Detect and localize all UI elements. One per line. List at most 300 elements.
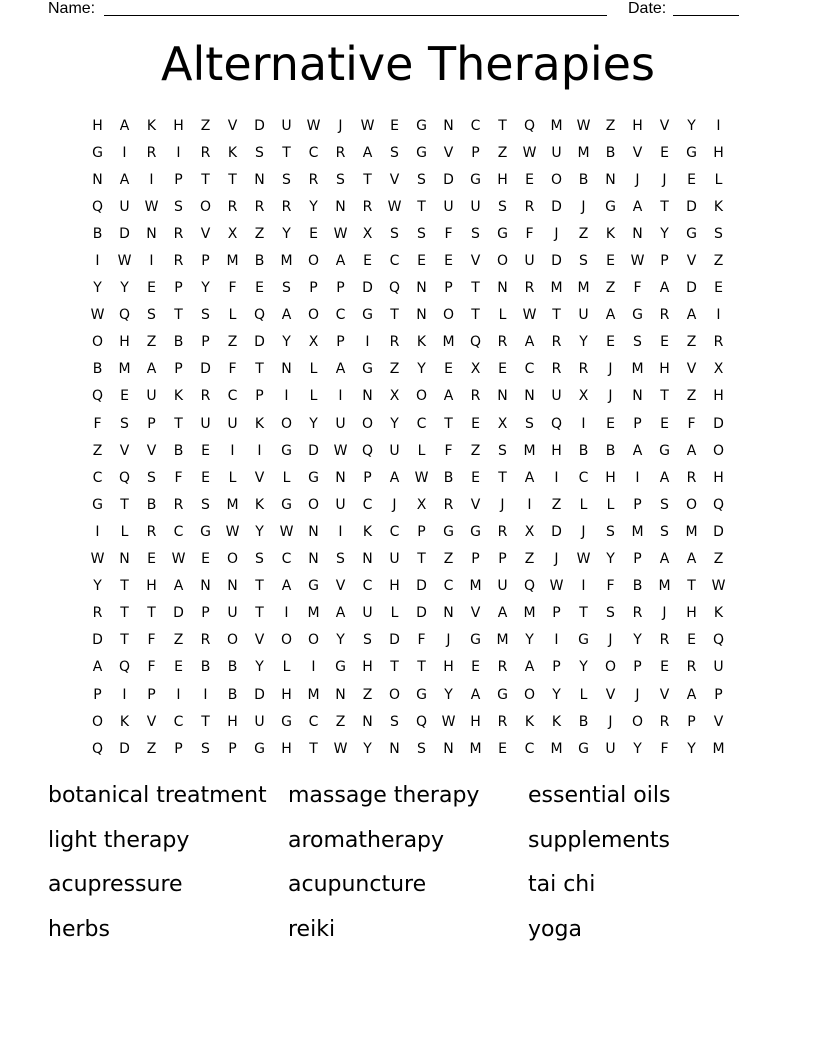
- grid-letter[interactable]: T: [120, 632, 129, 649]
- grid-letter[interactable]: H: [713, 144, 724, 161]
- grid-letter[interactable]: Y: [336, 632, 345, 649]
- grid-letter[interactable]: V: [146, 713, 157, 730]
- grid-letter[interactable]: U: [389, 442, 400, 459]
- grid-letter[interactable]: Q: [388, 280, 401, 297]
- grid-letter[interactable]: S: [390, 144, 399, 161]
- grid-letter[interactable]: G: [416, 117, 427, 134]
- grid-letter[interactable]: Y: [417, 361, 426, 378]
- grid-letter[interactable]: V: [686, 253, 697, 270]
- grid-letter[interactable]: O: [685, 496, 698, 513]
- grid-letter[interactable]: S: [201, 496, 210, 513]
- grid-letter[interactable]: D: [416, 605, 427, 622]
- grid-letter[interactable]: V: [389, 171, 400, 188]
- grid-letter[interactable]: I: [716, 117, 721, 134]
- grid-letter[interactable]: D: [551, 253, 562, 270]
- grid-letter[interactable]: E: [444, 361, 453, 378]
- grid-letter[interactable]: G: [470, 171, 481, 188]
- grid-letter[interactable]: S: [498, 442, 507, 459]
- grid-letter[interactable]: W: [522, 144, 537, 161]
- grid-letter[interactable]: S: [633, 334, 642, 351]
- grid-letter[interactable]: R: [389, 334, 400, 351]
- grid-letter[interactable]: R: [524, 280, 535, 297]
- grid-letter[interactable]: S: [282, 280, 291, 297]
- grid-letter[interactable]: P: [174, 280, 183, 297]
- grid-letter[interactable]: P: [498, 551, 507, 568]
- grid-letter[interactable]: H: [362, 659, 373, 676]
- grid-letter[interactable]: E: [660, 659, 669, 676]
- grid-letter[interactable]: Q: [91, 388, 104, 405]
- grid-letter[interactable]: A: [281, 578, 292, 595]
- grid-letter[interactable]: G: [92, 496, 103, 513]
- grid-letter[interactable]: V: [254, 632, 265, 649]
- grid-letter[interactable]: C: [227, 388, 238, 405]
- grid-letter[interactable]: V: [470, 605, 481, 622]
- grid-letter[interactable]: R: [146, 523, 157, 540]
- grid-letter[interactable]: F: [444, 225, 453, 242]
- grid-letter[interactable]: E: [498, 740, 507, 757]
- grid-letter[interactable]: T: [228, 171, 237, 188]
- grid-letter[interactable]: E: [660, 144, 669, 161]
- grid-letter[interactable]: A: [686, 686, 697, 703]
- grid-letter[interactable]: H: [686, 605, 697, 622]
- grid-letter[interactable]: G: [308, 469, 319, 486]
- grid-letter[interactable]: Y: [120, 280, 129, 297]
- grid-letter[interactable]: F: [687, 415, 696, 432]
- grid-letter[interactable]: Z: [227, 334, 238, 351]
- grid-letter[interactable]: D: [254, 686, 265, 703]
- grid-letter[interactable]: V: [713, 713, 724, 730]
- grid-letter[interactable]: R: [551, 361, 562, 378]
- grid-letter[interactable]: L: [282, 469, 291, 486]
- grid-letter[interactable]: D: [686, 280, 697, 297]
- grid-letter[interactable]: D: [713, 415, 724, 432]
- grid-letter[interactable]: Z: [92, 442, 103, 459]
- grid-letter[interactable]: G: [470, 632, 481, 649]
- grid-letter[interactable]: F: [228, 361, 237, 378]
- grid-letter[interactable]: R: [497, 334, 508, 351]
- grid-letter[interactable]: K: [524, 713, 535, 730]
- grid-letter[interactable]: F: [147, 632, 156, 649]
- grid-letter[interactable]: A: [524, 334, 535, 351]
- grid-letter[interactable]: N: [308, 523, 319, 540]
- grid-letter[interactable]: C: [578, 469, 589, 486]
- grid-letter[interactable]: E: [363, 253, 372, 270]
- grid-letter[interactable]: P: [363, 469, 372, 486]
- grid-letter[interactable]: R: [146, 144, 157, 161]
- grid-letter[interactable]: R: [524, 198, 535, 215]
- grid-letter[interactable]: S: [147, 307, 156, 324]
- grid-letter[interactable]: G: [470, 523, 481, 540]
- grid-letter[interactable]: I: [635, 469, 640, 486]
- grid-letter[interactable]: A: [119, 171, 130, 188]
- grid-letter[interactable]: P: [147, 415, 156, 432]
- grid-letter[interactable]: G: [686, 225, 697, 242]
- grid-letter[interactable]: J: [608, 632, 613, 649]
- grid-letter[interactable]: R: [92, 605, 103, 622]
- grid-letter[interactable]: X: [389, 388, 400, 405]
- grid-letter[interactable]: P: [444, 280, 453, 297]
- grid-letter[interactable]: S: [714, 225, 723, 242]
- grid-letter[interactable]: S: [417, 225, 426, 242]
- grid-letter[interactable]: L: [282, 659, 291, 676]
- grid-letter[interactable]: A: [470, 686, 481, 703]
- grid-letter[interactable]: Q: [415, 713, 428, 730]
- grid-letter[interactable]: S: [336, 171, 345, 188]
- grid-letter[interactable]: B: [578, 442, 589, 459]
- grid-letter[interactable]: E: [147, 551, 156, 568]
- grid-letter[interactable]: H: [281, 686, 292, 703]
- grid-letter[interactable]: I: [554, 632, 559, 649]
- grid-letter[interactable]: L: [228, 469, 237, 486]
- grid-letter[interactable]: I: [365, 334, 370, 351]
- grid-letter[interactable]: P: [417, 523, 426, 540]
- grid-letter[interactable]: E: [471, 659, 480, 676]
- grid-letter[interactable]: B: [443, 469, 454, 486]
- grid-letter[interactable]: M: [280, 253, 293, 270]
- grid-letter[interactable]: T: [309, 740, 318, 757]
- grid-letter[interactable]: D: [119, 740, 130, 757]
- grid-letter[interactable]: O: [550, 171, 563, 188]
- grid-letter[interactable]: U: [389, 551, 400, 568]
- grid-letter[interactable]: P: [201, 605, 210, 622]
- grid-letter[interactable]: D: [416, 578, 427, 595]
- grid-letter[interactable]: T: [174, 415, 183, 432]
- grid-letter[interactable]: A: [524, 659, 535, 676]
- grid-letter[interactable]: W: [279, 523, 294, 540]
- grid-letter[interactable]: Y: [579, 659, 588, 676]
- grid-letter[interactable]: K: [146, 117, 157, 134]
- grid-letter[interactable]: E: [471, 469, 480, 486]
- grid-letter[interactable]: X: [713, 361, 724, 378]
- grid-letter[interactable]: U: [524, 253, 535, 270]
- grid-letter[interactable]: S: [363, 632, 372, 649]
- grid-letter[interactable]: B: [227, 686, 238, 703]
- grid-letter[interactable]: N: [497, 388, 508, 405]
- grid-letter[interactable]: T: [120, 496, 129, 513]
- grid-letter[interactable]: A: [632, 198, 643, 215]
- grid-letter[interactable]: C: [524, 740, 535, 757]
- grid-letter[interactable]: Z: [146, 740, 157, 757]
- grid-letter[interactable]: O: [226, 551, 239, 568]
- grid-letter[interactable]: D: [254, 117, 265, 134]
- grid-letter[interactable]: G: [281, 442, 292, 459]
- grid-letter[interactable]: Y: [687, 117, 696, 134]
- grid-letter[interactable]: U: [335, 415, 346, 432]
- grid-letter[interactable]: A: [119, 117, 130, 134]
- grid-letter[interactable]: H: [659, 361, 670, 378]
- grid-letter[interactable]: P: [147, 686, 156, 703]
- grid-letter[interactable]: D: [362, 280, 373, 297]
- grid-letter[interactable]: W: [549, 578, 564, 595]
- grid-letter[interactable]: Y: [255, 659, 264, 676]
- grid-letter[interactable]: Y: [309, 415, 318, 432]
- grid-letter[interactable]: E: [417, 253, 426, 270]
- grid-letter[interactable]: C: [173, 523, 184, 540]
- grid-letter[interactable]: R: [659, 307, 670, 324]
- grid-letter[interactable]: Z: [686, 334, 697, 351]
- grid-letter[interactable]: G: [362, 361, 373, 378]
- grid-letter[interactable]: N: [362, 388, 373, 405]
- grid-letter[interactable]: S: [606, 605, 615, 622]
- grid-letter[interactable]: P: [174, 361, 183, 378]
- grid-letter[interactable]: B: [173, 442, 184, 459]
- grid-letter[interactable]: I: [230, 442, 235, 459]
- grid-letter[interactable]: I: [149, 171, 154, 188]
- grid-letter[interactable]: L: [309, 361, 318, 378]
- grid-letter[interactable]: E: [201, 469, 210, 486]
- grid-letter[interactable]: Y: [525, 632, 534, 649]
- grid-letter[interactable]: N: [92, 171, 103, 188]
- grid-letter[interactable]: O: [361, 415, 374, 432]
- grid-letter[interactable]: S: [525, 415, 534, 432]
- grid-letter[interactable]: M: [658, 578, 671, 595]
- grid-letter[interactable]: R: [362, 198, 373, 215]
- grid-letter[interactable]: S: [120, 415, 129, 432]
- grid-letter[interactable]: E: [660, 415, 669, 432]
- grid-letter[interactable]: S: [201, 740, 210, 757]
- grid-letter[interactable]: B: [578, 713, 589, 730]
- grid-letter[interactable]: A: [686, 442, 697, 459]
- grid-letter[interactable]: N: [443, 605, 454, 622]
- grid-letter[interactable]: I: [95, 253, 100, 270]
- grid-letter[interactable]: U: [146, 388, 157, 405]
- grid-letter[interactable]: S: [390, 225, 399, 242]
- grid-letter[interactable]: J: [662, 605, 667, 622]
- grid-letter[interactable]: P: [471, 144, 480, 161]
- grid-letter[interactable]: E: [606, 253, 615, 270]
- grid-letter[interactable]: X: [416, 496, 427, 513]
- grid-letter[interactable]: P: [201, 334, 210, 351]
- grid-letter[interactable]: F: [93, 415, 102, 432]
- grid-letter[interactable]: D: [200, 361, 211, 378]
- grid-letter[interactable]: W: [333, 442, 348, 459]
- grid-letter[interactable]: K: [416, 334, 427, 351]
- grid-letter[interactable]: V: [443, 144, 454, 161]
- grid-letter[interactable]: T: [498, 469, 507, 486]
- grid-letter[interactable]: J: [446, 632, 451, 649]
- grid-letter[interactable]: Z: [146, 334, 157, 351]
- grid-letter[interactable]: U: [551, 144, 562, 161]
- grid-letter[interactable]: R: [551, 334, 562, 351]
- grid-letter[interactable]: U: [227, 605, 238, 622]
- grid-letter[interactable]: B: [146, 496, 157, 513]
- grid-letter[interactable]: W: [630, 253, 645, 270]
- grid-letter[interactable]: J: [554, 225, 559, 242]
- grid-letter[interactable]: A: [362, 144, 373, 161]
- grid-letter[interactable]: L: [714, 171, 723, 188]
- grid-letter[interactable]: O: [604, 659, 617, 676]
- grid-letter[interactable]: G: [443, 523, 454, 540]
- grid-letter[interactable]: U: [254, 713, 265, 730]
- grid-letter[interactable]: N: [227, 578, 238, 595]
- grid-letter[interactable]: C: [362, 496, 373, 513]
- grid-letter[interactable]: O: [91, 334, 104, 351]
- grid-letter[interactable]: E: [471, 415, 480, 432]
- grid-letter[interactable]: R: [200, 632, 211, 649]
- grid-letter[interactable]: L: [606, 496, 615, 513]
- grid-letter[interactable]: A: [335, 605, 346, 622]
- grid-letter[interactable]: E: [201, 442, 210, 459]
- grid-letter[interactable]: M: [631, 361, 644, 378]
- grid-letter[interactable]: H: [605, 469, 616, 486]
- grid-letter[interactable]: L: [228, 307, 237, 324]
- grid-letter[interactable]: P: [93, 686, 102, 703]
- grid-letter[interactable]: J: [608, 361, 613, 378]
- grid-letter[interactable]: U: [551, 388, 562, 405]
- grid-letter[interactable]: N: [335, 469, 346, 486]
- grid-letter[interactable]: D: [173, 605, 184, 622]
- grid-letter[interactable]: Z: [497, 144, 508, 161]
- grid-letter[interactable]: T: [255, 605, 264, 622]
- grid-letter[interactable]: O: [631, 713, 644, 730]
- grid-letter[interactable]: G: [605, 198, 616, 215]
- grid-letter[interactable]: S: [417, 171, 426, 188]
- grid-letter[interactable]: Y: [606, 551, 615, 568]
- grid-letter[interactable]: M: [577, 280, 590, 297]
- grid-letter[interactable]: W: [171, 551, 186, 568]
- grid-letter[interactable]: P: [633, 659, 642, 676]
- grid-letter[interactable]: D: [119, 225, 130, 242]
- grid-letter[interactable]: A: [659, 280, 670, 297]
- grid-letter[interactable]: E: [687, 632, 696, 649]
- grid-letter[interactable]: C: [308, 713, 319, 730]
- grid-letter[interactable]: K: [254, 415, 265, 432]
- grid-letter[interactable]: K: [227, 144, 238, 161]
- grid-letter[interactable]: E: [606, 334, 615, 351]
- grid-letter[interactable]: C: [389, 253, 400, 270]
- grid-letter[interactable]: I: [176, 686, 181, 703]
- grid-letter[interactable]: W: [117, 253, 132, 270]
- grid-letter[interactable]: O: [226, 632, 239, 649]
- grid-letter[interactable]: Z: [524, 551, 535, 568]
- grid-letter[interactable]: O: [307, 307, 320, 324]
- grid-letter[interactable]: P: [633, 496, 642, 513]
- grid-letter[interactable]: K: [362, 523, 373, 540]
- grid-letter[interactable]: F: [660, 740, 669, 757]
- grid-letter[interactable]: E: [174, 659, 183, 676]
- grid-letter[interactable]: Z: [335, 713, 346, 730]
- grid-letter[interactable]: E: [309, 225, 318, 242]
- grid-letter[interactable]: M: [442, 334, 455, 351]
- grid-letter[interactable]: G: [659, 442, 670, 459]
- grid-letter[interactable]: W: [333, 740, 348, 757]
- grid-letter[interactable]: K: [173, 388, 184, 405]
- grid-letter[interactable]: B: [578, 171, 589, 188]
- grid-letter[interactable]: J: [662, 171, 667, 188]
- grid-letter[interactable]: Y: [201, 280, 210, 297]
- grid-letter[interactable]: X: [578, 388, 589, 405]
- grid-letter[interactable]: M: [550, 117, 563, 134]
- grid-letter[interactable]: S: [579, 253, 588, 270]
- grid-letter[interactable]: O: [442, 307, 455, 324]
- grid-letter[interactable]: K: [713, 198, 724, 215]
- grid-letter[interactable]: W: [225, 523, 240, 540]
- grid-letter[interactable]: P: [714, 686, 723, 703]
- grid-letter[interactable]: P: [309, 280, 318, 297]
- grid-letter[interactable]: C: [281, 551, 292, 568]
- grid-letter[interactable]: M: [577, 144, 590, 161]
- grid-letter[interactable]: Q: [253, 307, 266, 324]
- grid-letter[interactable]: M: [469, 578, 482, 595]
- grid-letter[interactable]: N: [389, 740, 400, 757]
- grid-letter[interactable]: Z: [605, 280, 616, 297]
- grid-letter[interactable]: N: [335, 686, 346, 703]
- grid-letter[interactable]: C: [389, 523, 400, 540]
- grid-letter[interactable]: T: [147, 605, 156, 622]
- grid-letter[interactable]: X: [308, 334, 319, 351]
- grid-letter[interactable]: D: [551, 198, 562, 215]
- grid-letter[interactable]: X: [227, 225, 238, 242]
- grid-letter[interactable]: P: [471, 551, 480, 568]
- grid-letter[interactable]: E: [525, 171, 534, 188]
- grid-letter[interactable]: F: [174, 469, 183, 486]
- grid-letter[interactable]: T: [255, 578, 264, 595]
- grid-letter[interactable]: C: [443, 578, 454, 595]
- grid-letter[interactable]: L: [309, 388, 318, 405]
- grid-letter[interactable]: N: [362, 713, 373, 730]
- grid-letter[interactable]: M: [712, 740, 725, 757]
- grid-letter[interactable]: L: [120, 523, 129, 540]
- grid-letter[interactable]: V: [686, 361, 697, 378]
- grid-letter[interactable]: Z: [443, 551, 454, 568]
- grid-letter[interactable]: U: [362, 605, 373, 622]
- grid-letter[interactable]: W: [306, 117, 321, 134]
- grid-letter[interactable]: D: [713, 523, 724, 540]
- grid-letter[interactable]: I: [581, 578, 586, 595]
- grid-letter[interactable]: Q: [91, 198, 104, 215]
- grid-letter[interactable]: I: [716, 307, 721, 324]
- grid-letter[interactable]: D: [686, 198, 697, 215]
- grid-letter[interactable]: S: [498, 198, 507, 215]
- grid-letter[interactable]: E: [147, 280, 156, 297]
- grid-letter[interactable]: W: [576, 551, 591, 568]
- grid-letter[interactable]: U: [119, 198, 130, 215]
- grid-letter[interactable]: N: [632, 388, 643, 405]
- grid-letter[interactable]: H: [713, 469, 724, 486]
- grid-letter[interactable]: I: [176, 144, 181, 161]
- grid-letter[interactable]: T: [390, 659, 399, 676]
- grid-letter[interactable]: N: [497, 280, 508, 297]
- grid-letter[interactable]: R: [470, 388, 481, 405]
- grid-letter[interactable]: T: [471, 280, 480, 297]
- grid-letter[interactable]: Q: [550, 415, 563, 432]
- grid-letter[interactable]: P: [174, 171, 183, 188]
- grid-letter[interactable]: R: [686, 469, 697, 486]
- grid-letter[interactable]: J: [500, 496, 505, 513]
- grid-letter[interactable]: E: [660, 334, 669, 351]
- grid-letter[interactable]: H: [173, 117, 184, 134]
- grid-letter[interactable]: I: [338, 388, 343, 405]
- grid-letter[interactable]: T: [552, 307, 561, 324]
- grid-letter[interactable]: T: [255, 361, 264, 378]
- grid-letter[interactable]: J: [635, 171, 640, 188]
- grid-letter[interactable]: P: [255, 388, 264, 405]
- grid-letter[interactable]: V: [659, 117, 670, 134]
- grid-letter[interactable]: R: [443, 496, 454, 513]
- grid-letter[interactable]: B: [227, 659, 238, 676]
- grid-letter[interactable]: V: [605, 686, 616, 703]
- grid-letter[interactable]: Q: [118, 469, 131, 486]
- grid-letter[interactable]: U: [497, 578, 508, 595]
- grid-letter[interactable]: T: [201, 713, 210, 730]
- grid-letter[interactable]: H: [227, 713, 238, 730]
- grid-letter[interactable]: T: [201, 171, 210, 188]
- grid-letter[interactable]: G: [416, 144, 427, 161]
- grid-letter[interactable]: S: [255, 144, 264, 161]
- grid-letter[interactable]: V: [146, 442, 157, 459]
- grid-letter[interactable]: E: [498, 361, 507, 378]
- grid-letter[interactable]: N: [443, 740, 454, 757]
